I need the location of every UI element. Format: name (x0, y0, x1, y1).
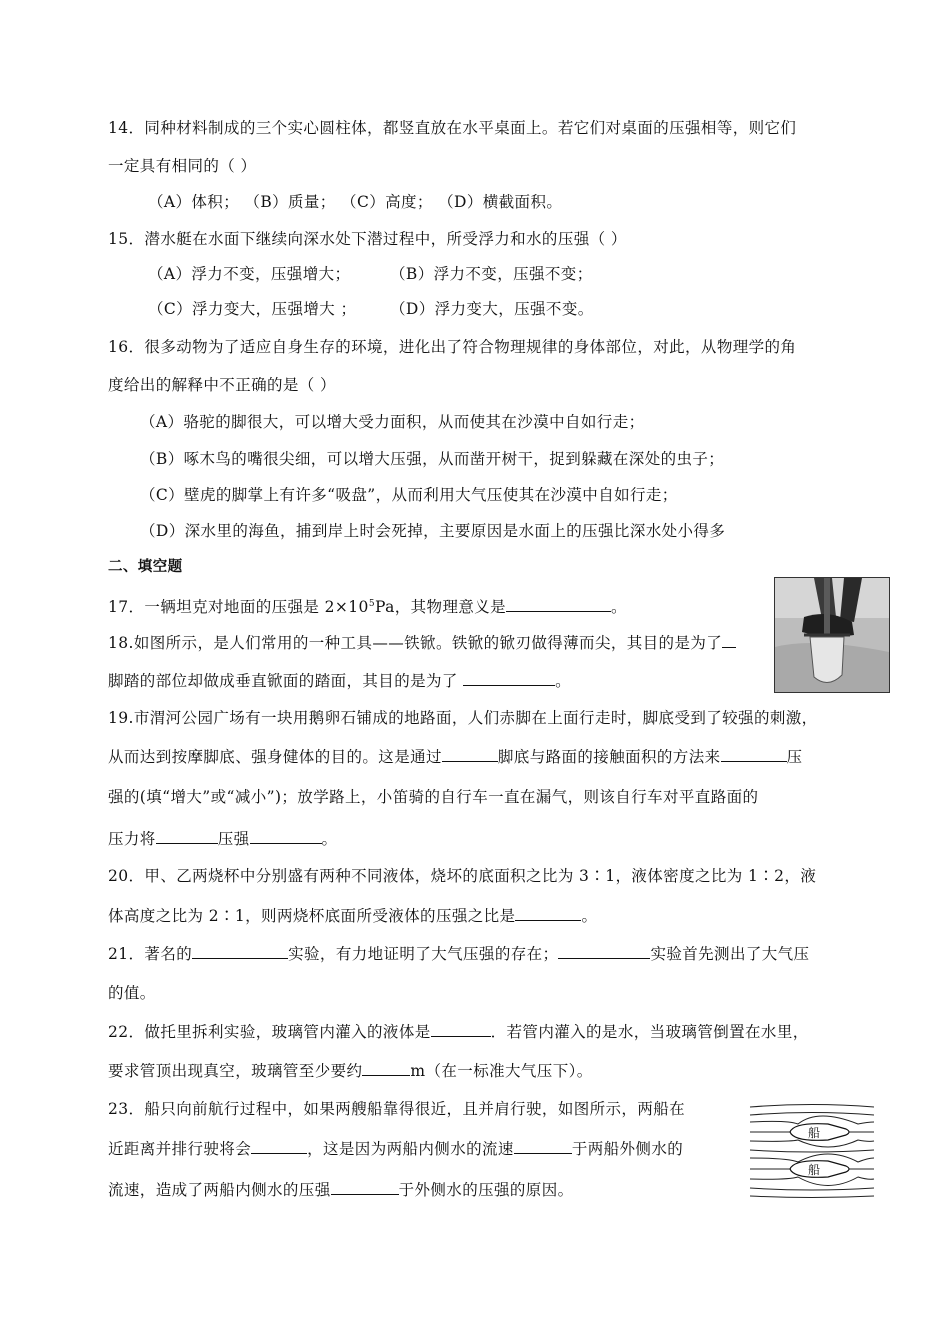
q18-line2 (108, 670, 571, 691)
q17-line (108, 594, 627, 617)
q18-line2-post: 。 (555, 672, 572, 690)
q16-option-d: （D）深水里的海鱼，捕到岸上时会死掉，主要原因是水面上的压强比深水处小得多 (140, 522, 726, 540)
q23-line2 (108, 1138, 683, 1159)
q16-line1: 16．很多动物为了适应自身生存的环境，进化出了符合物理规律的身体部位，对此，从物理学的角 (108, 338, 797, 356)
q21-line1c: 实验首先测出了大气压 (650, 945, 810, 963)
boats-flow-diagram-icon (748, 1102, 876, 1200)
q23-line2a: 近距离并排行驶将会 (108, 1140, 252, 1158)
q21-line1 (108, 943, 809, 964)
q18-line1-text: 18.如图所示，是人们常用的一种工具——铁锨。铁锨的锨刃做得薄而尖，其目的是为了 (108, 634, 723, 652)
q22-blank-1[interactable] (431, 1021, 491, 1037)
q21-line1a: 21．著名的 (108, 945, 193, 963)
q18-line2-pre: 脚踏的部位却做成垂直锨面的踏面，其目的是为了 (108, 672, 464, 690)
q20-blank[interactable] (515, 905, 581, 921)
q19-blank-1[interactable] (442, 746, 498, 762)
q19-line1: 19.市渭河公园广场有一块用鹅卵石铺成的地路面，人们赤脚在上面行走时，脚底受到了较强的刺激， (108, 709, 818, 727)
q16-line2: 度给出的解释中不正确的是（ ） (108, 376, 336, 394)
q21-line2: 的值。 (108, 984, 156, 1002)
q17-pre: 17．一辆坦克对地面的压强是 2×10 (108, 598, 369, 617)
q15-line1: 15．潜水艇在水面下继续向深水处下潜过程中，所受浮力和水的压强（ ） (108, 230, 627, 248)
q23-line3b: 于外侧水的压强的原因。 (398, 1181, 574, 1199)
q15-option-c: （C）浮力变大，压强增大 ； (148, 300, 357, 318)
q19-line2c: 压 (786, 748, 803, 766)
q19-line4b: 压强 (217, 830, 250, 848)
q23-line2b: ，这是因为两船内侧水的流速 (307, 1140, 514, 1158)
q15-option-a: （A）浮力不变，压强增大； (148, 265, 351, 283)
q15-option-b: （B）浮力不变，压强不变； (390, 265, 593, 283)
q19-line4a: 压力将 (108, 830, 156, 848)
q22-line2 (108, 1060, 593, 1081)
q19-line4 (108, 828, 337, 849)
q17-mid: Pa，其物理意义是 (374, 598, 507, 617)
q17-sup: 5 (368, 599, 375, 609)
q17-post: 。 (611, 598, 627, 617)
q19-line4c: 。 (321, 830, 338, 848)
q22-line1 (108, 1021, 809, 1042)
q22-blank-2[interactable] (362, 1060, 410, 1076)
q21-blank-1[interactable] (192, 943, 288, 959)
q19-blank-2[interactable] (721, 746, 787, 762)
boat-label-2: 船 (807, 1163, 821, 1177)
shovel-photo-icon (774, 577, 890, 693)
q22-line2b: m（在一标准大气压下）。 (410, 1062, 593, 1080)
q14-options: （A）体积； （B）质量； （C）高度； （D）横截面积。 (148, 193, 563, 211)
boat-label-1: 船 (807, 1126, 821, 1140)
q19-line3: 强的(填“增大”或“减小”)；放学路上，小笛骑的自行车一直在漏气，则该自行车对平直路面的 (108, 788, 759, 806)
q18-blank-1[interactable] (722, 632, 736, 648)
q22-line2a: 要求管顶出现真空，玻璃管至少要约 (108, 1062, 363, 1080)
q19-line2b: 脚底与路面的接触面积的方法来 (497, 748, 721, 766)
section-heading-fill-in: 二、填空题 (108, 559, 183, 575)
q17-blank[interactable] (506, 596, 611, 612)
q23-blank-2[interactable] (514, 1138, 572, 1154)
q20-line1: 20．甲、乙两烧杯中分别盛有两种不同液体，烧坏的底面积之比为 3∶1，液体密度之比为 1∶2，液 (108, 867, 817, 885)
q19-line2a: 从而达到按摩脚底、强身健体的目的。这是通过 (108, 748, 442, 766)
q23-line2c: 于两船外侧水的 (571, 1140, 684, 1158)
q18-line1 (108, 632, 736, 653)
q22-line1a: 22．做托里拆利实验，玻璃管内灌入的液体是 (108, 1023, 431, 1041)
q23-blank-1[interactable] (251, 1138, 307, 1154)
q23-line1: 23．船只向前航行过程中，如果两艘船靠得很近，且并肩行驶，如图所示，两船在 (108, 1100, 686, 1118)
q14-line2: 一定具有相同的（ ） (108, 157, 257, 175)
q21-line1b: 实验，有力地证明了大气压强的存在； (288, 945, 559, 963)
q20-line2b: 。 (581, 907, 598, 925)
q16-option-b: （B）啄木鸟的嘴很尖细，可以增大压强，从而凿开树干，捉到躲藏在深处的虫子； (140, 450, 725, 468)
q19-blank-3[interactable] (156, 828, 218, 844)
q15-option-d: （D）浮力变大，压强不变。 (390, 300, 594, 318)
q23-blank-3[interactable] (331, 1179, 399, 1195)
q23-line3a: 流速，造成了两船内侧水的压强 (108, 1181, 331, 1199)
q18-blank-2[interactable] (463, 670, 555, 686)
q23-line3 (108, 1179, 574, 1200)
q20-line2a: 体高度之比为 2∶1，则两烧杯底面所受液体的压强之比是 (108, 907, 516, 925)
q19-line2 (108, 746, 802, 767)
q16-option-c: （C）壁虎的脚掌上有许多“吸盘”，从而利用大气压使其在沙漠中自如行走； (140, 486, 678, 504)
q22-line1b: ．若管内灌入的是水，当玻璃管倒置在水里， (490, 1023, 809, 1041)
q21-blank-2[interactable] (558, 943, 650, 959)
q20-line2 (108, 905, 597, 926)
q14-line1: 14．同种材料制成的三个实心圆柱体，都竖直放在水平桌面上。若它们对桌面的压强相等，则它们 (108, 119, 797, 137)
q16-option-a: （A）骆驼的脚很大，可以增大受力面积，从而使其在沙漠中自如行走； (140, 413, 645, 431)
q19-blank-4[interactable] (250, 828, 322, 844)
